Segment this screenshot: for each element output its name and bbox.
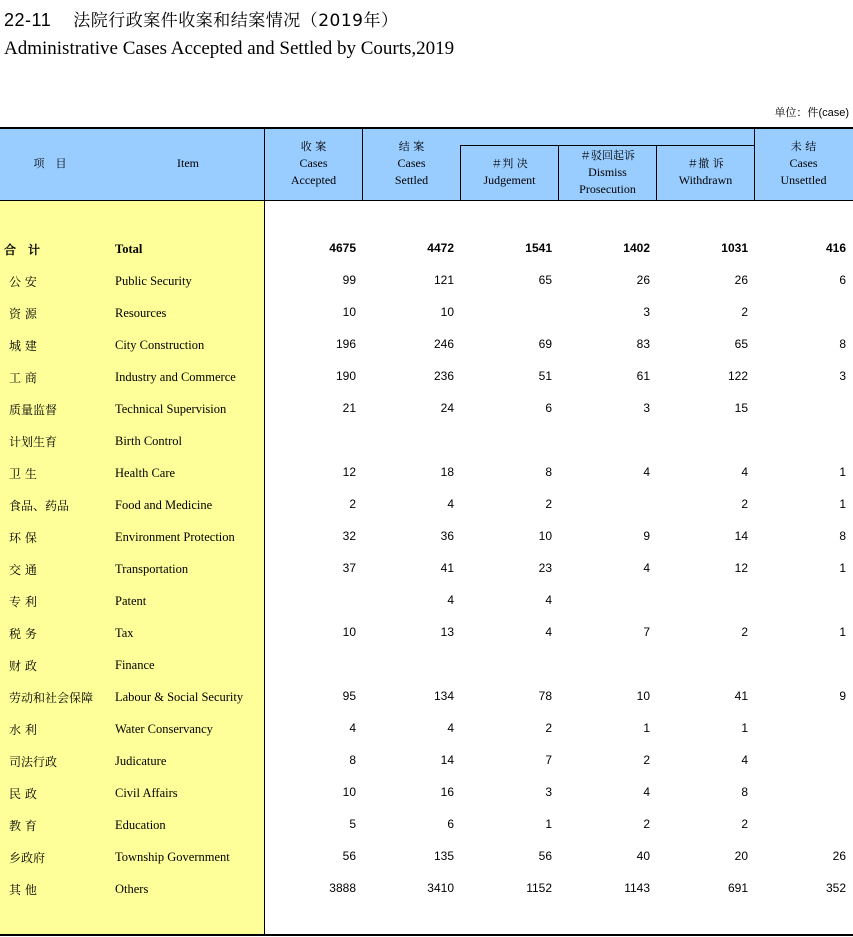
header-unsettled: 未 结 Cases Unsettled — [780, 140, 827, 187]
header-divider — [460, 145, 461, 200]
cell-dismiss: 2 — [643, 817, 650, 831]
cell-settled: 18 — [440, 465, 454, 479]
cell-settled: 24 — [440, 401, 454, 415]
cell-withdrawn: 65 — [734, 337, 748, 351]
header-sub-rule — [460, 145, 755, 146]
row-item-en: Judicature — [115, 754, 167, 768]
header-dismiss: ＃驳回起诉 Dismiss Prosecution — [579, 149, 636, 196]
row-item-cn: 财 政 — [9, 659, 37, 673]
cell-withdrawn: 14 — [734, 529, 748, 543]
row-item-cn: 司法行政 — [9, 755, 58, 769]
cell-accepted: 12 — [342, 465, 356, 479]
cell-dismiss: 1 — [643, 721, 650, 735]
table-row — [0, 264, 853, 296]
row-item-cn: 食品、药品 — [9, 499, 70, 513]
cell-judgement: 2 — [545, 721, 552, 735]
cell-dismiss: 26 — [636, 273, 650, 287]
row-item-cn: 交 通 — [9, 563, 37, 577]
unit-label — [774, 104, 849, 120]
table-row — [0, 776, 853, 808]
cell-judgement: 1541 — [525, 241, 552, 255]
cell-dismiss: 4 — [643, 785, 650, 799]
cell-judgement: 7 — [545, 753, 552, 767]
cell-unsettled: 1 — [839, 561, 846, 575]
row-item-en: Public Security — [115, 274, 192, 288]
cell-unsettled: 416 — [825, 241, 846, 255]
cell-dismiss: 83 — [636, 337, 650, 351]
row-item-en: City Construction — [115, 338, 205, 352]
cell-settled: 4472 — [427, 241, 454, 255]
cell-settled: 4 — [447, 593, 454, 607]
row-item-cn: 资 源 — [9, 307, 37, 321]
row-item-cn: 教 育 — [9, 819, 37, 833]
cell-withdrawn: 4 — [741, 753, 748, 767]
header-item-en: Item — [177, 156, 199, 170]
cell-accepted: 10 — [342, 305, 356, 319]
cell-unsettled: 8 — [839, 337, 846, 351]
table-row — [0, 840, 853, 872]
table-row — [0, 392, 853, 424]
cell-settled: 4 — [447, 721, 454, 735]
row-item-en: Food and Medicine — [115, 498, 213, 512]
cell-settled: 134 — [433, 689, 454, 703]
cell-withdrawn: 20 — [734, 849, 748, 863]
row-item-cn: 环 保 — [9, 531, 37, 545]
header-divider — [558, 145, 559, 200]
row-item-en: Industry and Commerce — [115, 370, 236, 384]
cell-judgement: 8 — [545, 465, 552, 479]
cell-accepted: 3888 — [329, 881, 356, 895]
cell-judgement: 3 — [545, 785, 552, 799]
unit-cn: 单位：件 — [774, 106, 819, 119]
cell-withdrawn: 2 — [741, 817, 748, 831]
table-row — [0, 808, 853, 840]
cell-judgement: 56 — [538, 849, 552, 863]
table-row — [0, 584, 853, 616]
cell-withdrawn: 2 — [741, 497, 748, 511]
table-row — [0, 552, 853, 584]
cell-accepted: 5 — [349, 817, 356, 831]
cell-accepted: 99 — [342, 273, 356, 287]
row-item-en: Others — [115, 882, 149, 896]
cell-judgement: 23 — [538, 561, 552, 575]
cell-accepted: 2 — [349, 497, 356, 511]
table-row — [0, 456, 853, 488]
cell-dismiss: 7 — [643, 625, 650, 639]
cell-unsettled: 352 — [825, 881, 846, 895]
cell-judgement: 1152 — [526, 881, 552, 895]
row-item-en: Patent — [115, 594, 147, 608]
cell-judgement: 4 — [545, 593, 552, 607]
table-row — [0, 872, 853, 904]
row-item-en: Technical Supervision — [115, 402, 227, 416]
cell-unsettled: 26 — [832, 849, 846, 863]
table-row — [0, 648, 853, 680]
row-item-cn: 乡政府 — [9, 851, 46, 865]
header-item-cn: 项 目 — [33, 157, 67, 170]
cell-unsettled: 6 — [839, 273, 846, 287]
cell-accepted: 37 — [342, 561, 356, 575]
header-settled: 结 案 Cases Settled — [394, 140, 429, 187]
row-item-en: Water Conservancy — [115, 722, 213, 736]
unit-en: (case) — [818, 107, 849, 119]
cell-settled: 13 — [440, 625, 454, 639]
row-item-en: Total — [115, 242, 143, 256]
cell-dismiss: 61 — [636, 369, 650, 383]
cell-unsettled: 1 — [839, 625, 846, 639]
cell-judgement: 2 — [545, 497, 552, 511]
row-item-en: Health Care — [115, 466, 176, 480]
cell-judgement: 51 — [538, 369, 552, 383]
cell-settled: 4 — [447, 497, 454, 511]
row-item-cn: 税 务 — [9, 627, 37, 641]
header-accepted: 收 案 Cases Accepted — [290, 140, 337, 187]
cell-withdrawn: 691 — [727, 881, 748, 895]
page-title-cn — [4, 6, 398, 31]
row-item-en: Labour & Social Security — [115, 690, 244, 704]
cell-judgement: 10 — [538, 529, 552, 543]
cell-withdrawn: 122 — [727, 369, 748, 383]
row-item-en: Civil Affairs — [115, 786, 178, 800]
cell-accepted: 32 — [342, 529, 356, 543]
cell-judgement: 65 — [538, 273, 552, 287]
cell-dismiss: 3 — [643, 401, 650, 415]
cell-judgement: 4 — [545, 625, 552, 639]
header-divider — [362, 129, 363, 200]
table-row — [0, 296, 853, 328]
cell-withdrawn: 1 — [741, 721, 748, 735]
cell-dismiss: 4 — [643, 561, 650, 575]
cell-withdrawn: 2 — [741, 625, 748, 639]
header-withdrawn: ＃撤 诉 Withdrawn — [678, 157, 733, 187]
cell-settled: 10 — [440, 305, 454, 319]
table-row — [0, 424, 853, 456]
cell-dismiss: 4 — [643, 465, 650, 479]
cell-settled: 135 — [433, 849, 454, 863]
row-item-en: Environment Protection — [115, 530, 235, 544]
cell-withdrawn: 15 — [734, 401, 748, 415]
cell-settled: 236 — [433, 369, 454, 383]
cell-judgement: 1 — [545, 817, 552, 831]
cell-withdrawn: 8 — [741, 785, 748, 799]
bottom-rule — [0, 934, 853, 936]
cell-dismiss: 9 — [643, 529, 650, 543]
row-item-cn: 城 建 — [9, 339, 37, 353]
row-item-cn: 其 他 — [9, 883, 37, 897]
cell-accepted: 10 — [342, 625, 356, 639]
title-cn-text: 法院行政案件收案和结案情况（2019年） — [73, 11, 399, 31]
row-item-cn: 劳动和社会保障 — [9, 691, 94, 705]
row-item-en: Transportation — [115, 562, 189, 576]
table-row — [0, 744, 853, 776]
cell-unsettled: 9 — [839, 689, 846, 703]
cell-dismiss: 3 — [643, 305, 650, 319]
page-title-en: Administrative Cases Accepted and Settled by Courts,2019 — [4, 38, 455, 59]
row-item-en: Tax — [115, 626, 134, 640]
cell-accepted: 8 — [349, 753, 356, 767]
cell-settled: 36 — [440, 529, 454, 543]
cell-dismiss: 1143 — [624, 881, 650, 895]
cell-accepted: 10 — [342, 785, 356, 799]
row-item-cn: 质量监督 — [9, 403, 58, 417]
cell-withdrawn: 12 — [734, 561, 748, 575]
row-item-en: Township Government — [115, 850, 230, 864]
cell-settled: 6 — [447, 817, 454, 831]
cell-accepted: 4 — [349, 721, 356, 735]
table-header — [0, 129, 853, 201]
cell-withdrawn: 1031 — [721, 241, 748, 255]
header-judgement: ＃判 决 Judgement — [483, 157, 536, 187]
cell-accepted: 190 — [335, 369, 356, 383]
cell-settled: 16 — [440, 785, 454, 799]
row-item-cn: 专 利 — [9, 595, 37, 609]
table-row — [0, 680, 853, 712]
cell-withdrawn: 2 — [741, 305, 748, 319]
table-row — [0, 488, 853, 520]
cell-unsettled: 1 — [839, 497, 846, 511]
table-row — [0, 328, 853, 360]
cell-judgement: 6 — [545, 401, 552, 415]
table-row — [0, 616, 853, 648]
table-number: 22-11 — [4, 10, 52, 30]
cell-dismiss: 10 — [636, 689, 650, 703]
row-item-en: Education — [115, 818, 166, 832]
row-item-en: Birth Control — [115, 434, 183, 448]
header-divider — [264, 129, 265, 200]
row-item-cn: 公 安 — [9, 275, 37, 289]
header-divider — [656, 145, 657, 200]
cell-accepted: 21 — [342, 401, 356, 415]
cell-accepted: 196 — [335, 337, 356, 351]
cell-withdrawn: 4 — [741, 465, 748, 479]
table-row — [0, 360, 853, 392]
cell-accepted: 56 — [342, 849, 356, 863]
row-item-cn: 水 利 — [9, 723, 37, 737]
row-item-cn: 民 政 — [9, 787, 37, 801]
table-row — [0, 520, 853, 552]
cell-judgement: 69 — [538, 337, 552, 351]
cell-unsettled: 3 — [839, 369, 846, 383]
cell-accepted: 95 — [342, 689, 356, 703]
row-item-cn: 合 计 — [4, 243, 41, 257]
cell-settled: 14 — [440, 753, 454, 767]
row-item-en: Finance — [115, 658, 155, 672]
header-divider — [754, 129, 755, 200]
cell-dismiss: 40 — [636, 849, 650, 863]
table-row — [0, 712, 853, 744]
row-item-cn: 工 商 — [9, 371, 37, 385]
row-item-cn: 卫 生 — [9, 467, 37, 481]
cell-settled: 121 — [433, 273, 454, 287]
cell-withdrawn: 26 — [734, 273, 748, 287]
cell-unsettled: 1 — [839, 465, 846, 479]
cell-settled: 246 — [433, 337, 454, 351]
row-item-cn: 计划生育 — [9, 435, 58, 449]
cell-withdrawn: 41 — [734, 689, 748, 703]
cell-settled: 3410 — [427, 881, 454, 895]
table-row-total — [0, 232, 853, 264]
cell-dismiss: 2 — [643, 753, 650, 767]
cell-unsettled: 8 — [839, 529, 846, 543]
row-item-en: Resources — [115, 306, 167, 320]
cell-accepted: 4675 — [329, 241, 356, 255]
cell-judgement: 78 — [538, 689, 552, 703]
cell-settled: 41 — [440, 561, 454, 575]
cell-dismiss: 1402 — [623, 241, 650, 255]
